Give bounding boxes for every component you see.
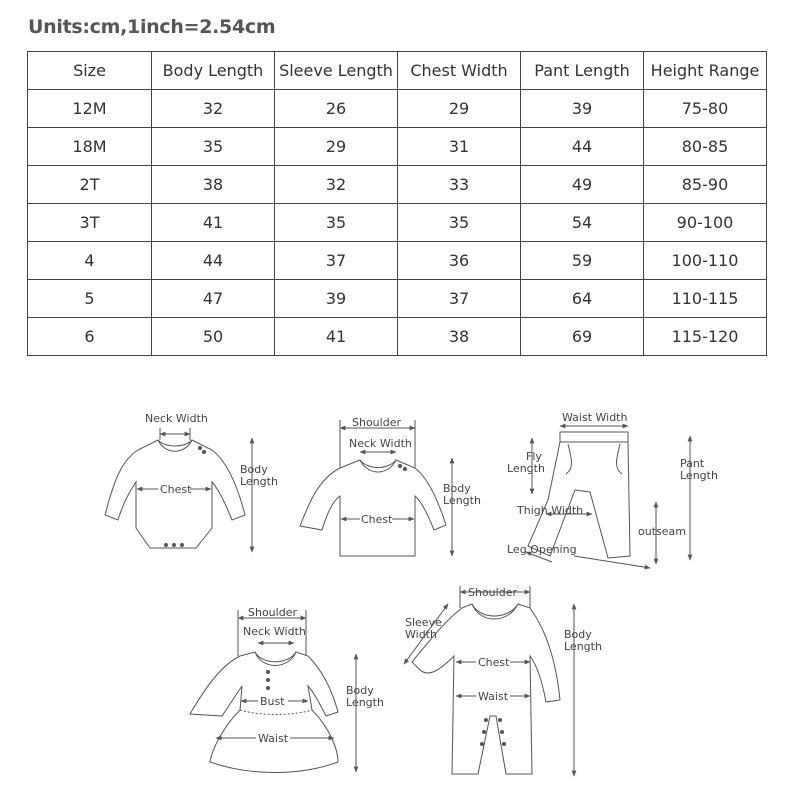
table-cell: 100-110 (644, 242, 767, 280)
pants-pant-label: Pant (680, 457, 705, 470)
top-shoulder-label: Shoulder (352, 416, 401, 429)
table-row (28, 204, 767, 242)
pants-fly-label: Fly (526, 450, 542, 463)
top-chest-label: Chest (361, 513, 393, 526)
dress-outline (190, 652, 338, 773)
column-header: Sleeve Length (275, 52, 398, 90)
table-cell: 50 (152, 318, 275, 356)
top-neck-width-label: Neck Width (349, 437, 412, 450)
table-cell: 110-115 (644, 280, 767, 318)
table-cell: 32 (152, 90, 275, 128)
bodysuit-chest-label: Chest (160, 483, 192, 496)
table-cell: 41 (152, 204, 275, 242)
table-cell: 37 (275, 242, 398, 280)
pants-outline (528, 442, 630, 558)
romper-waist-label: Waist (478, 690, 509, 703)
table-cell: 36 (398, 242, 521, 280)
pants-waist-width-label: Waist Width (562, 411, 628, 424)
table-cell: 33 (398, 166, 521, 204)
dress-waist-label: Waist (258, 732, 289, 745)
top-body-label: Body (443, 482, 471, 495)
table-cell: 3T (28, 204, 152, 242)
table-cell: 26 (275, 90, 398, 128)
bodysuit-body-label: Body (240, 463, 268, 476)
pants-fly-length-label: Length (507, 462, 545, 475)
table-row (28, 318, 767, 356)
table-cell: 49 (521, 166, 644, 204)
table-cell: 4 (28, 242, 152, 280)
column-header: Chest Width (398, 52, 521, 90)
dress-body-label: Body (346, 684, 374, 697)
table-cell: 41 (275, 318, 398, 356)
table-cell: 6 (28, 318, 152, 356)
pants-length-label: Length (680, 469, 718, 482)
romper-shoulder-label: Shoulder (468, 586, 517, 599)
table-cell: 32 (275, 166, 398, 204)
pants-outseam-label: outseam (638, 525, 686, 538)
table-cell: 2T (28, 166, 152, 204)
column-header: Pant Length (521, 52, 644, 90)
romper-diagram (404, 586, 574, 776)
table-cell: 44 (152, 242, 275, 280)
column-header: Body Length (152, 52, 275, 90)
table-cell: 64 (521, 280, 644, 318)
table-cell: 69 (521, 318, 644, 356)
romper-length-label: Length (564, 640, 602, 653)
bodysuit-length-label: Length (240, 475, 278, 488)
table-header-row (28, 52, 767, 90)
table-cell: 35 (152, 128, 275, 166)
romper-width-label: Width (405, 628, 437, 641)
table-cell: 38 (152, 166, 275, 204)
romper-chest-label: Chest (478, 656, 510, 669)
romper-body-label: Body (564, 628, 592, 641)
garment-diagrams-svg (0, 390, 800, 800)
pants-thigh-width-label: Thigh Width (517, 504, 584, 517)
column-header: Height Range (644, 52, 767, 90)
pants-leg-opening-label: Leg Opening (507, 543, 577, 556)
table-cell: 75-80 (644, 90, 767, 128)
units-note: Units:cm,1inch=2.54cm (28, 16, 276, 38)
table-cell: 38 (398, 318, 521, 356)
table-cell: 39 (521, 90, 644, 128)
table-row (28, 242, 767, 280)
table-cell: 39 (275, 280, 398, 318)
table-row (28, 90, 767, 128)
table-cell: 29 (275, 128, 398, 166)
table-cell: 90-100 (644, 204, 767, 242)
column-header: Size (28, 52, 152, 90)
table-cell: 37 (398, 280, 521, 318)
table-cell: 29 (398, 90, 521, 128)
table-row (28, 280, 767, 318)
dress-shoulder-label: Shoulder (248, 606, 297, 619)
dress-neck-width-label: Neck Width (243, 625, 306, 638)
table-cell: 59 (521, 242, 644, 280)
top-outline (300, 460, 446, 556)
table-cell: 18M (28, 128, 152, 166)
dress-length-label: Length (346, 696, 384, 709)
table-cell: 31 (398, 128, 521, 166)
table-cell: 12M (28, 90, 152, 128)
measurement-diagrams (0, 390, 800, 800)
dress-bust-label: Bust (260, 695, 285, 708)
table-cell: 5 (28, 280, 152, 318)
table-cell: 44 (521, 128, 644, 166)
table-row (28, 128, 767, 166)
top-collar (360, 460, 396, 472)
romper-sleeve-label: Sleeve (405, 616, 442, 629)
bodysuit-neck-width-label: Neck Width (145, 412, 208, 425)
table-cell: 35 (398, 204, 521, 242)
table-cell: 47 (152, 280, 275, 318)
size-chart-table (27, 51, 767, 356)
table-cell: 35 (275, 204, 398, 242)
pants-waistband (560, 432, 628, 442)
table-cell: 85-90 (644, 166, 767, 204)
table-row (28, 166, 767, 204)
table-cell: 80-85 (644, 128, 767, 166)
top-length-label: Length (443, 494, 481, 507)
table-cell: 54 (521, 204, 644, 242)
table-cell: 115-120 (644, 318, 767, 356)
